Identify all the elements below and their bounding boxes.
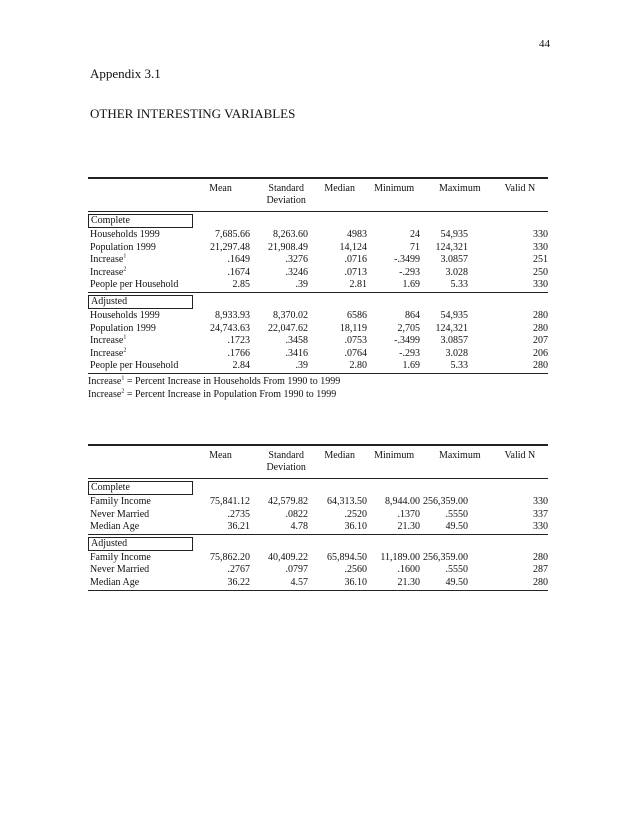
cell-median: 36.10 xyxy=(344,521,367,533)
cell-median: 36.10 xyxy=(344,576,367,588)
table-row xyxy=(88,310,548,323)
row-label-text: Family Income xyxy=(90,551,151,563)
cell-median: .0716 xyxy=(344,254,367,266)
group-label-complete: Complete xyxy=(88,481,193,495)
cell-max: 256,359.00 xyxy=(423,496,468,507)
row-label xyxy=(88,509,194,522)
row-label-text: People per Household xyxy=(90,279,179,291)
header-minimum: Minimum xyxy=(374,450,415,461)
cell-max: 54,935 xyxy=(440,229,468,240)
cell-max: 124,321 xyxy=(435,241,468,253)
cell-mean: 24,743.63 xyxy=(210,322,250,334)
cell-min: 8,944.00 xyxy=(385,496,420,507)
header-minimum: Minimum xyxy=(374,183,415,194)
row-label-text: Increase xyxy=(90,335,124,347)
cell-std: 21,908.49 xyxy=(268,241,308,253)
cell-min: .1370 xyxy=(397,508,420,520)
row-label-text: Never Married xyxy=(90,508,150,520)
row-label-text: Median Age xyxy=(90,521,140,533)
group-label-adjusted: Adjusted xyxy=(88,295,193,309)
cell-mean: .1674 xyxy=(227,266,250,278)
adjusted-group xyxy=(88,534,548,591)
cell-std: 42,579.82 xyxy=(268,496,308,507)
row-label xyxy=(88,323,194,336)
cell-mean: 7,685.66 xyxy=(215,229,250,240)
cell-min: -.293 xyxy=(399,347,420,359)
cell-mean: .1723 xyxy=(227,335,250,347)
header-std-line1: Standard xyxy=(268,450,304,461)
cell-median: 4983 xyxy=(347,229,367,240)
row-label-sup: 1 xyxy=(123,334,127,341)
cell-n: 330 xyxy=(533,241,548,253)
cell-std: .39 xyxy=(295,360,308,372)
cell-n: 280 xyxy=(533,360,548,372)
cell-max: 3.028 xyxy=(445,266,468,278)
cell-n: 207 xyxy=(533,335,548,347)
cell-max: 5.33 xyxy=(450,360,468,372)
adjusted-group xyxy=(88,292,548,373)
header-maximum: Maximum xyxy=(438,450,481,461)
cell-n: 287 xyxy=(533,564,548,576)
table-row xyxy=(88,323,548,336)
cell-std: 4.78 xyxy=(290,521,308,533)
cell-median: .2520 xyxy=(344,508,367,520)
complete-rows xyxy=(88,496,548,534)
cell-mean: 2.85 xyxy=(232,279,250,291)
cell-max: 3.0857 xyxy=(440,335,468,347)
table-header-row xyxy=(88,446,548,478)
cell-median: 2.81 xyxy=(349,279,367,291)
cell-std: .3458 xyxy=(285,335,308,347)
table-row xyxy=(88,279,548,292)
adjusted-rows xyxy=(88,552,548,590)
header-maximum: Maximum xyxy=(438,183,481,194)
cell-std: 22,047.62 xyxy=(268,322,308,334)
cell-min: 1.69 xyxy=(402,279,420,291)
cell-mean: 75,841.12 xyxy=(210,496,250,507)
note-sup: 1 xyxy=(121,375,125,382)
cell-median: 18,119 xyxy=(339,322,367,334)
cell-median: .0713 xyxy=(344,266,367,278)
cell-min: -.293 xyxy=(399,266,420,278)
cell-min: -.3499 xyxy=(394,335,420,347)
row-label xyxy=(88,360,194,373)
cell-max: .5550 xyxy=(445,508,468,520)
header-std-line2: Deviation xyxy=(266,195,306,206)
cell-n: 330 xyxy=(533,496,548,507)
header-std-line2: Deviation xyxy=(266,462,306,473)
row-label xyxy=(88,552,194,565)
row-label xyxy=(88,521,194,534)
header-label xyxy=(88,183,188,211)
table-row xyxy=(88,564,548,577)
table-row xyxy=(88,229,548,242)
cell-mean: 36.22 xyxy=(227,576,250,588)
cell-min: 24 xyxy=(410,229,420,240)
cell-min: 864 xyxy=(405,309,420,321)
cell-mean: .2735 xyxy=(227,508,250,520)
cell-median: .2560 xyxy=(344,564,367,576)
cell-max: 124,321 xyxy=(435,322,468,334)
group-label-adjusted: Adjusted xyxy=(88,537,193,551)
header-valid-n: Valid N xyxy=(504,450,536,461)
cell-n: 280 xyxy=(533,322,548,334)
cell-n: 250 xyxy=(533,266,548,278)
note-text: = Percent Increase in Population From 1990 to 1999 xyxy=(124,388,337,400)
cell-median: .0753 xyxy=(344,335,367,347)
cell-min: 2,705 xyxy=(397,322,420,334)
cell-min: -.3499 xyxy=(394,254,420,266)
row-label-text: People per Household xyxy=(90,360,179,372)
cell-min: .1600 xyxy=(397,564,420,576)
cell-std: 4.57 xyxy=(290,576,308,588)
cell-std: .0822 xyxy=(285,508,308,520)
row-label-sup: 2 xyxy=(123,266,127,273)
cell-n: 330 xyxy=(533,229,548,240)
table-notes xyxy=(88,373,548,401)
variables-table xyxy=(88,177,548,401)
cell-mean: .1649 xyxy=(227,254,250,266)
complete-rows xyxy=(88,229,548,292)
cell-std: 40,409.22 xyxy=(268,551,308,563)
cell-median: 64,313.50 xyxy=(327,496,367,507)
note-prefix: Increase xyxy=(88,388,122,400)
row-label xyxy=(88,242,194,255)
table-row xyxy=(88,509,548,522)
header-std-line1: Standard xyxy=(268,183,304,194)
cell-max: .5550 xyxy=(445,564,468,576)
table-row xyxy=(88,521,548,534)
table-header-row xyxy=(88,179,548,211)
cell-max: 3.028 xyxy=(445,347,468,359)
complete-group xyxy=(88,211,548,292)
table-row xyxy=(88,335,548,348)
cell-min: 11,189.00 xyxy=(380,551,420,563)
cell-min: 21.30 xyxy=(397,521,420,533)
complete-group xyxy=(88,478,548,534)
row-label xyxy=(88,335,194,348)
cell-std: .3416 xyxy=(285,347,308,359)
cell-min: 21.30 xyxy=(397,576,420,588)
row-label xyxy=(88,267,194,280)
row-label-text: Population 1999 xyxy=(90,322,156,334)
cell-mean: 8,933.93 xyxy=(215,309,250,321)
cell-n: 280 xyxy=(533,576,548,588)
header-mean: Mean xyxy=(209,183,232,194)
note-text: = Percent Increase in Households From 1990 to 1999 xyxy=(124,375,341,387)
cell-median: .0764 xyxy=(344,347,367,359)
cell-n: 330 xyxy=(533,521,548,533)
table-row xyxy=(88,360,548,373)
row-label-text: Median Age xyxy=(90,576,140,588)
header-median: Median xyxy=(324,450,355,461)
row-label-sup: 2 xyxy=(123,347,127,354)
row-label xyxy=(88,279,194,292)
table-row xyxy=(88,496,548,509)
table-row xyxy=(88,577,548,590)
table-row xyxy=(88,348,548,361)
row-label xyxy=(88,348,194,361)
row-label xyxy=(88,310,194,323)
cell-max: 49.50 xyxy=(445,521,468,533)
cell-n: 280 xyxy=(533,309,548,321)
header-std xyxy=(253,450,319,478)
cell-median: 65,894.50 xyxy=(327,551,367,563)
cell-mean: .2767 xyxy=(227,564,250,576)
note-prefix: Increase xyxy=(88,375,122,387)
header-mean: Mean xyxy=(209,450,232,461)
group-label-complete: Complete xyxy=(88,214,193,228)
row-label-text: Households 1999 xyxy=(90,229,160,240)
adjusted-rows xyxy=(88,310,548,373)
cell-max: 5.33 xyxy=(450,279,468,291)
note-row xyxy=(88,375,548,388)
section-title: OTHER INTERESTING VARIABLES xyxy=(90,106,296,121)
cell-std: 8,370.02 xyxy=(273,309,308,321)
cell-mean: 21,297.48 xyxy=(210,241,250,253)
page-number: 44 xyxy=(539,38,550,50)
row-label-text: Households 1999 xyxy=(90,309,160,321)
cell-n: 337 xyxy=(533,508,548,520)
cell-std: .0797 xyxy=(285,564,308,576)
row-label xyxy=(88,229,194,242)
cell-min: 71 xyxy=(410,241,420,253)
cell-std: .3276 xyxy=(285,254,308,266)
row-label xyxy=(88,254,194,267)
table-row xyxy=(88,552,548,565)
cell-max: 256,359.00 xyxy=(423,551,468,563)
cell-min: 1.69 xyxy=(402,360,420,372)
row-label-sup: 1 xyxy=(123,253,127,260)
header-std xyxy=(253,183,319,211)
table-row xyxy=(88,267,548,280)
row-label-text: Population 1999 xyxy=(90,241,156,253)
note-row xyxy=(88,388,548,401)
cell-max: 3.0857 xyxy=(440,254,468,266)
header-valid-n: Valid N xyxy=(504,183,536,194)
row-label-text: Family Income xyxy=(90,496,151,507)
income-table xyxy=(88,444,548,591)
cell-std: .3246 xyxy=(285,266,308,278)
table-row xyxy=(88,254,548,267)
row-label-text: Increase xyxy=(90,254,124,266)
cell-mean: 75,862.20 xyxy=(210,551,250,563)
cell-n: 251 xyxy=(533,254,548,266)
table-row xyxy=(88,242,548,255)
cell-n: 206 xyxy=(533,347,548,359)
row-label xyxy=(88,496,194,509)
row-label xyxy=(88,577,194,590)
cell-max: 54,935 xyxy=(440,309,468,321)
cell-mean: 2.84 xyxy=(232,360,250,372)
cell-max: 49.50 xyxy=(445,576,468,588)
note-sup: 2 xyxy=(121,388,125,395)
cell-std: .39 xyxy=(295,279,308,291)
cell-mean: .1766 xyxy=(227,347,250,359)
row-label-text: Increase xyxy=(90,266,124,278)
cell-median: 14,124 xyxy=(339,241,367,253)
cell-n: 280 xyxy=(533,551,548,563)
cell-median: 2.80 xyxy=(349,360,367,372)
row-label-text: Never Married xyxy=(90,564,150,576)
header-median: Median xyxy=(324,183,355,194)
row-label-text: Increase xyxy=(90,347,124,359)
cell-std: 8,263.60 xyxy=(273,229,308,240)
cell-n: 330 xyxy=(533,279,548,291)
cell-mean: 36.21 xyxy=(227,521,250,533)
header-label xyxy=(88,450,188,478)
row-label xyxy=(88,564,194,577)
cell-median: 6586 xyxy=(347,309,367,321)
appendix-title: Appendix 3.1 xyxy=(90,66,161,81)
